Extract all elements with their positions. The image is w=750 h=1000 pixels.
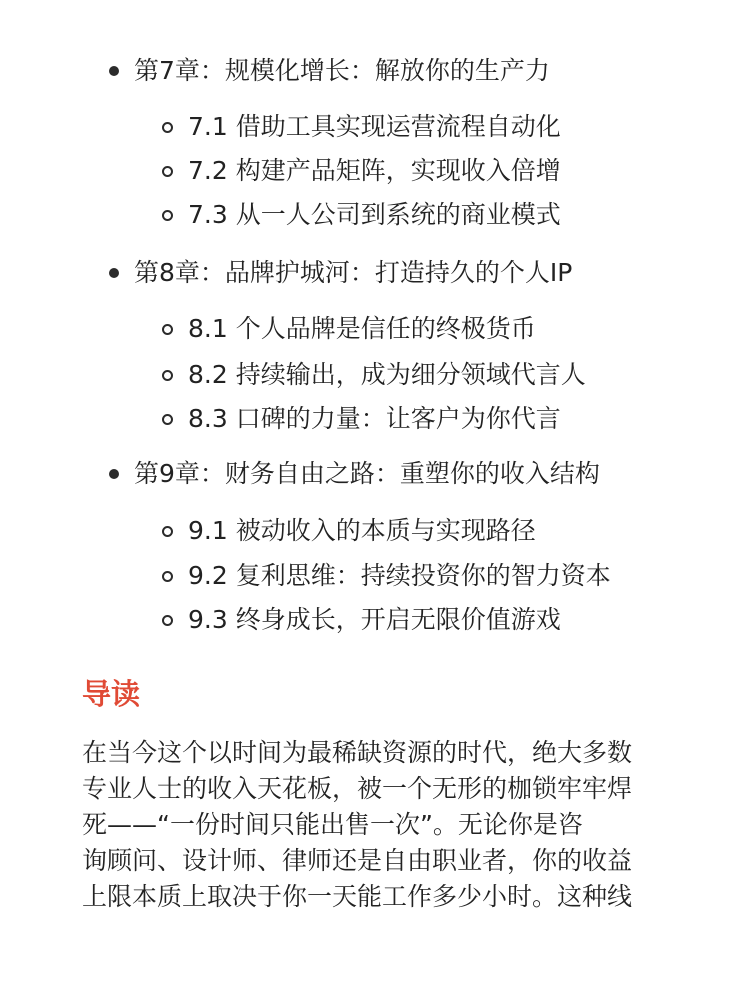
chapter-7-title: 第7章：规模化增长：解放你的生产力: [134, 56, 550, 85]
section-7-1-title: 7.1 借助工具实现运营流程自动化: [188, 112, 561, 141]
chapter-8-line: [0, 253, 750, 293]
chapter-8-title: 第8章：品牌护城河：打造持久的个人IP: [134, 258, 573, 287]
paragraph-line: 在当今这个以时间为最稀缺资源的时代，绝大多数: [82, 738, 633, 767]
disc-bullet-icon: [109, 268, 119, 278]
section-7-2: [0, 151, 750, 191]
section-9-1-title: 9.1 被动收入的本质与实现路径: [188, 516, 536, 545]
section-8-1-title: 8.1 个人品牌是信任的终极货币: [188, 314, 536, 343]
circle-bullet-icon: [162, 414, 173, 425]
circle-bullet-icon: [162, 571, 173, 582]
paragraph-line: 死——“一份时间只能出售一次”。无论你是咨: [82, 810, 583, 839]
circle-bullet-icon: [162, 370, 173, 381]
circle-bullet-icon: [162, 615, 173, 626]
section-9-2-title: 9.2 复利思维：持续投资你的智力资本: [188, 561, 611, 590]
section-9-1: [0, 511, 750, 551]
section-8-2-title: 8.2 持续输出，成为细分领域代言人: [188, 360, 586, 389]
section-8-3-title: 8.3 口碑的力量：让客户为你代言: [188, 404, 561, 433]
intro-heading: 导读: [82, 677, 141, 711]
section-8-1: [0, 309, 750, 349]
section-7-3-title: 7.3 从一人公司到系统的商业模式: [188, 200, 561, 229]
circle-bullet-icon: [162, 324, 173, 335]
section-7-1: [0, 107, 750, 147]
paragraph-line: 询顾问、设计师、律师还是自由职业者，你的收益: [82, 846, 633, 875]
circle-bullet-icon: [162, 210, 173, 221]
section-9-2: [0, 556, 750, 596]
section-7-3: [0, 195, 750, 235]
chapter-9-line: [0, 454, 750, 494]
circle-bullet-icon: [162, 122, 173, 133]
section-8-2: [0, 355, 750, 395]
paragraph-line: 专业人士的收入天花板，被一个无形的枷锁牢牢焊: [82, 774, 633, 803]
section-7-2-title: 7.2 构建产品矩阵，实现收入倍增: [188, 156, 561, 185]
intro-paragraph: [82, 735, 682, 915]
chapter-7-line: [0, 51, 750, 91]
section-9-3-title: 9.3 终身成长，开启无限价值游戏: [188, 605, 561, 634]
section-8-3: [0, 399, 750, 439]
circle-bullet-icon: [162, 526, 173, 537]
circle-bullet-icon: [162, 166, 173, 177]
section-9-3: [0, 600, 750, 640]
disc-bullet-icon: [109, 66, 119, 76]
disc-bullet-icon: [109, 469, 119, 479]
paragraph-line: 上限本质上取决于你一天能工作多少小时。这种线: [82, 882, 633, 911]
chapter-9-title: 第9章：财务自由之路：重塑你的收入结构: [134, 459, 600, 488]
